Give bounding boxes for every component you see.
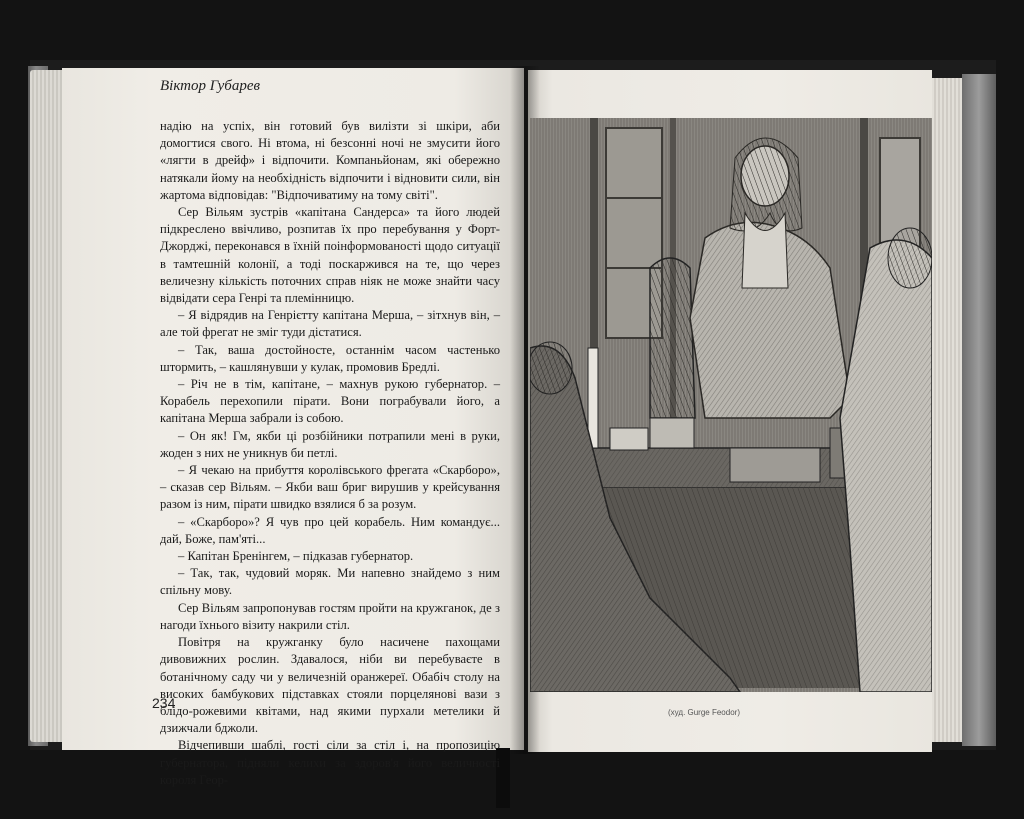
paragraph: – Так, так, чудовий моряк. Ми напевно знайдемо з ним спільну мову. [160,566,500,598]
illustration-caption: (худ. Gurge Feodor) [668,708,740,717]
illustration-drawing [530,118,932,692]
paragraph: – Річ не в тім, капітане, – махнув рукою губернатор. – Корабель перехопили пірати. Вони пограбували його, а капітана Мерша забрали із собою. [160,377,500,426]
paragraph: Сер Вільям запропонував гостям пройти на кружганок, де з нагоди їхнього візиту накрили стіл. [160,600,500,632]
paragraph: – Так, ваша достойносте, останнім часом частенько штормить, – кашлянувши у кулак, промовив Бредлі. [160,342,500,374]
paragraph: надію на успіх, він готовий був вилізти зі шкіри, аби домогтися свого. Ні втома, ні безсонні ночі не змусити його «лягти в дрейф» і відпочити. Компаньйонам, які обережно натякали йому на необхідність відпочити і відновити сили, він жартома відповідав: "Відпочиватиму на тому світі". [160,119,500,202]
paragraph: Відчепивши шаблі, гості сіли за стіл і, на пропозицію губернатора, підняли келихи за здоров'я його величності короля Геор- [160,738,500,787]
paragraph: Повітря на кружганку було насичене пахощами дивовижних рослин. Здавалося, ніби ви перебуваєте в ботанічному саду чи у величезній оранжереї. Обабіч столу на високих бамбукових підставках стояли порцелянові вази з блідо-рожевими квітами, над якими пурхали метелики й дзижчали бджоли. [160,635,500,736]
paragraph: – Я чекаю на прибуття королівського фрегата «Скарборо», – сказав сер Вільям. – Якби ваш бриг вирушив у крейсування разом із ним, пірати швидко взялися б за розум. [160,463,500,512]
page-number: 234 [152,695,176,711]
right-cover-edge [962,74,996,746]
paragraph: – Капітан Бренінгем, – підказав губернатор. [178,549,414,564]
engraving-illustration [530,118,932,692]
paragraph: – Я відрядив на Генрієтту капітана Мерша, – зітхнув він, – але той фрегат не зміг туди дістатися. [160,308,500,340]
paragraph: – «Скарборо»? Я чув про цей корабель. Ним командує... дай, Боже, пам'яті... [160,514,500,546]
running-header: Віктор Губарев [160,78,260,94]
paragraph: Сер Вільям зустрів «капітана Сандерса» та його людей підкреслено ввічливо, розпитав їх про перебування у Форт-Джорджі, переконався в їхній поінформованості щодо ситуації в тамтешній колонії, а тоді поскаржився на те, що через величезну кількість поточних справ ніяк не може знайти часу відвідати сера Генрі та племінницю. [160,205,500,306]
paragraph: – Он як! Гм, якби ці розбійники потрапили мені в руки, жоден з них не уникнув би петлі. [160,428,500,460]
body-text [160,118,500,789]
